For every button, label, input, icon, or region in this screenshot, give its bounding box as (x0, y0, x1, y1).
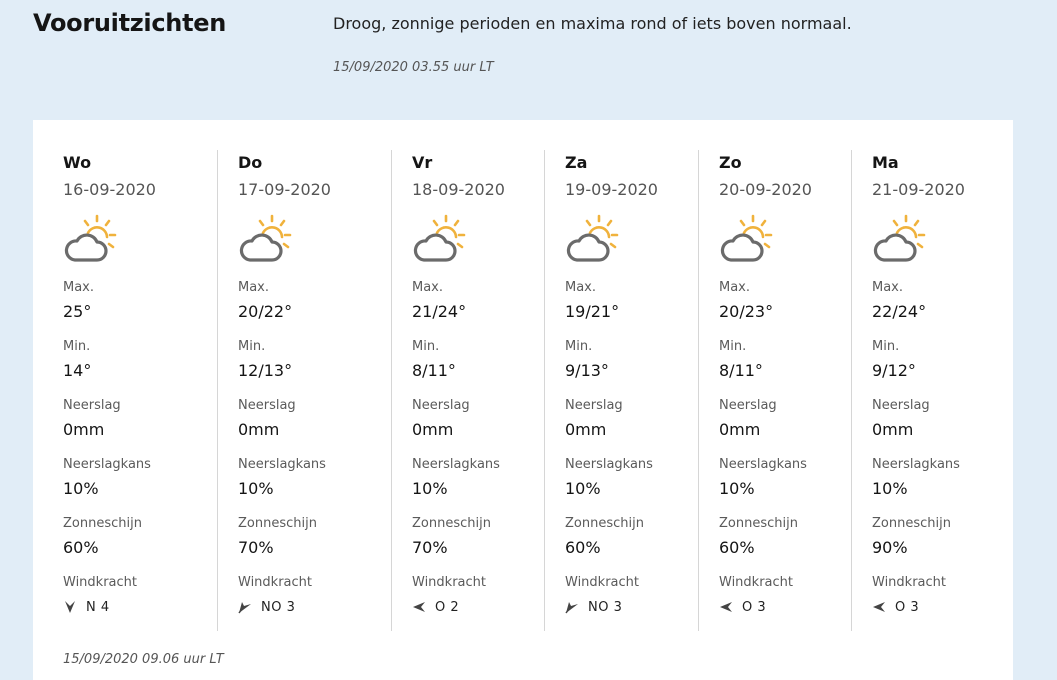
precip-value: 0mm (565, 420, 607, 439)
max-label: Max. (238, 280, 270, 295)
precip-chance-label: Neerslagkans (412, 457, 500, 472)
page-title: Vooruitzichten (33, 9, 227, 37)
day-column (698, 150, 851, 631)
max-value: 21/24° (412, 302, 467, 321)
precip-label: Neerslag (565, 398, 623, 413)
precip-label: Neerslag (872, 398, 930, 413)
sunshine-value: 60% (565, 538, 601, 557)
day-name: Zo (719, 153, 742, 172)
wind-label: Windkracht (238, 575, 312, 590)
wind-label: Windkracht (719, 575, 793, 590)
footer-timestamp: 15/09/2020 09.06 uur LT (63, 652, 224, 667)
precip-chance-label: Neerslagkans (719, 457, 807, 472)
sunshine-value: 60% (63, 538, 99, 557)
precip-value: 0mm (872, 420, 914, 439)
sunshine-label: Zonneschijn (412, 516, 491, 531)
sunshine-label: Zonneschijn (872, 516, 951, 531)
min-label: Min. (719, 339, 747, 354)
precip-chance-label: Neerslagkans (63, 457, 151, 472)
day-date: 19-09-2020 (565, 180, 658, 199)
wind-value: O 3 (742, 599, 767, 615)
min-label: Min. (565, 339, 593, 354)
precip-value: 0mm (719, 420, 761, 439)
precip-value: 0mm (238, 420, 280, 439)
precip-chance-label: Neerslagkans (238, 457, 326, 472)
precip-label: Neerslag (238, 398, 296, 413)
wind-value: O 3 (895, 599, 920, 615)
wind-value: NO 3 (588, 599, 623, 615)
sunshine-value: 60% (719, 538, 755, 557)
min-value: 8/11° (412, 361, 456, 380)
max-value: 20/22° (238, 302, 293, 321)
day-column (63, 150, 217, 631)
wind-arrow-o-icon (412, 600, 426, 614)
max-label: Max. (63, 280, 95, 295)
min-label: Min. (238, 339, 266, 354)
wind-value: O 2 (435, 599, 460, 615)
issued-timestamp: 15/09/2020 03.55 uur LT (333, 60, 494, 75)
min-label: Min. (872, 339, 900, 354)
min-value: 12/13° (238, 361, 293, 380)
min-value: 9/12° (872, 361, 916, 380)
wind-arrow-o-icon (719, 600, 733, 614)
wind-arrow-no-icon (238, 600, 252, 614)
day-name: Do (238, 153, 263, 172)
precip-label: Neerslag (412, 398, 470, 413)
day-name: Wo (63, 153, 92, 172)
wind-label: Windkracht (412, 575, 486, 590)
day-name: Ma (872, 153, 899, 172)
wind-label: Windkracht (565, 575, 639, 590)
sunshine-value: 70% (412, 538, 448, 557)
precip-chance-value: 10% (565, 479, 601, 498)
sunshine-value: 70% (238, 538, 274, 557)
partly-cloudy-icon (238, 213, 296, 263)
max-label: Max. (565, 280, 597, 295)
sunshine-label: Zonneschijn (719, 516, 798, 531)
wind-label: Windkracht (872, 575, 946, 590)
wind-label: Windkracht (63, 575, 137, 590)
sunshine-label: Zonneschijn (238, 516, 317, 531)
wind-arrow-n-icon (63, 600, 77, 614)
precip-chance-value: 10% (238, 479, 274, 498)
max-label: Max. (719, 280, 751, 295)
day-date: 16-09-2020 (63, 180, 156, 199)
precip-value: 0mm (412, 420, 454, 439)
max-value: 20/23° (719, 302, 774, 321)
precip-chance-value: 10% (63, 479, 99, 498)
min-label: Min. (63, 339, 91, 354)
min-label: Min. (412, 339, 440, 354)
partly-cloudy-icon (565, 213, 623, 263)
day-column (217, 150, 391, 631)
min-value: 14° (63, 361, 92, 380)
max-value: 22/24° (872, 302, 927, 321)
precip-chance-value: 10% (872, 479, 908, 498)
sunshine-value: 90% (872, 538, 908, 557)
day-date: 18-09-2020 (412, 180, 505, 199)
min-value: 8/11° (719, 361, 763, 380)
partly-cloudy-icon (63, 213, 121, 263)
day-column (391, 150, 544, 631)
max-value: 25° (63, 302, 92, 321)
max-value: 19/21° (565, 302, 620, 321)
forecast-summary: Droog, zonnige perioden en maxima rond of iets boven normaal. (333, 14, 852, 33)
day-name: Vr (412, 153, 433, 172)
forecast-card (33, 120, 1013, 680)
sunshine-label: Zonneschijn (63, 516, 142, 531)
max-label: Max. (872, 280, 904, 295)
precip-chance-value: 10% (719, 479, 755, 498)
max-label: Max. (412, 280, 444, 295)
day-date: 17-09-2020 (238, 180, 331, 199)
partly-cloudy-icon (872, 213, 930, 263)
precip-chance-label: Neerslagkans (872, 457, 960, 472)
forecast-days (63, 150, 1005, 631)
precip-label: Neerslag (63, 398, 121, 413)
min-value: 9/13° (565, 361, 609, 380)
wind-value: NO 3 (261, 599, 296, 615)
day-column (544, 150, 698, 631)
precip-chance-value: 10% (412, 479, 448, 498)
day-column (851, 150, 1005, 631)
day-name: Za (565, 153, 588, 172)
precip-chance-label: Neerslagkans (565, 457, 653, 472)
wind-arrow-no-icon (565, 600, 579, 614)
day-date: 20-09-2020 (719, 180, 812, 199)
precip-value: 0mm (63, 420, 105, 439)
partly-cloudy-icon (719, 213, 777, 263)
partly-cloudy-icon (412, 213, 470, 263)
precip-label: Neerslag (719, 398, 777, 413)
day-date: 21-09-2020 (872, 180, 965, 199)
wind-arrow-o-icon (872, 600, 886, 614)
sunshine-label: Zonneschijn (565, 516, 644, 531)
wind-value: N 4 (86, 599, 110, 615)
